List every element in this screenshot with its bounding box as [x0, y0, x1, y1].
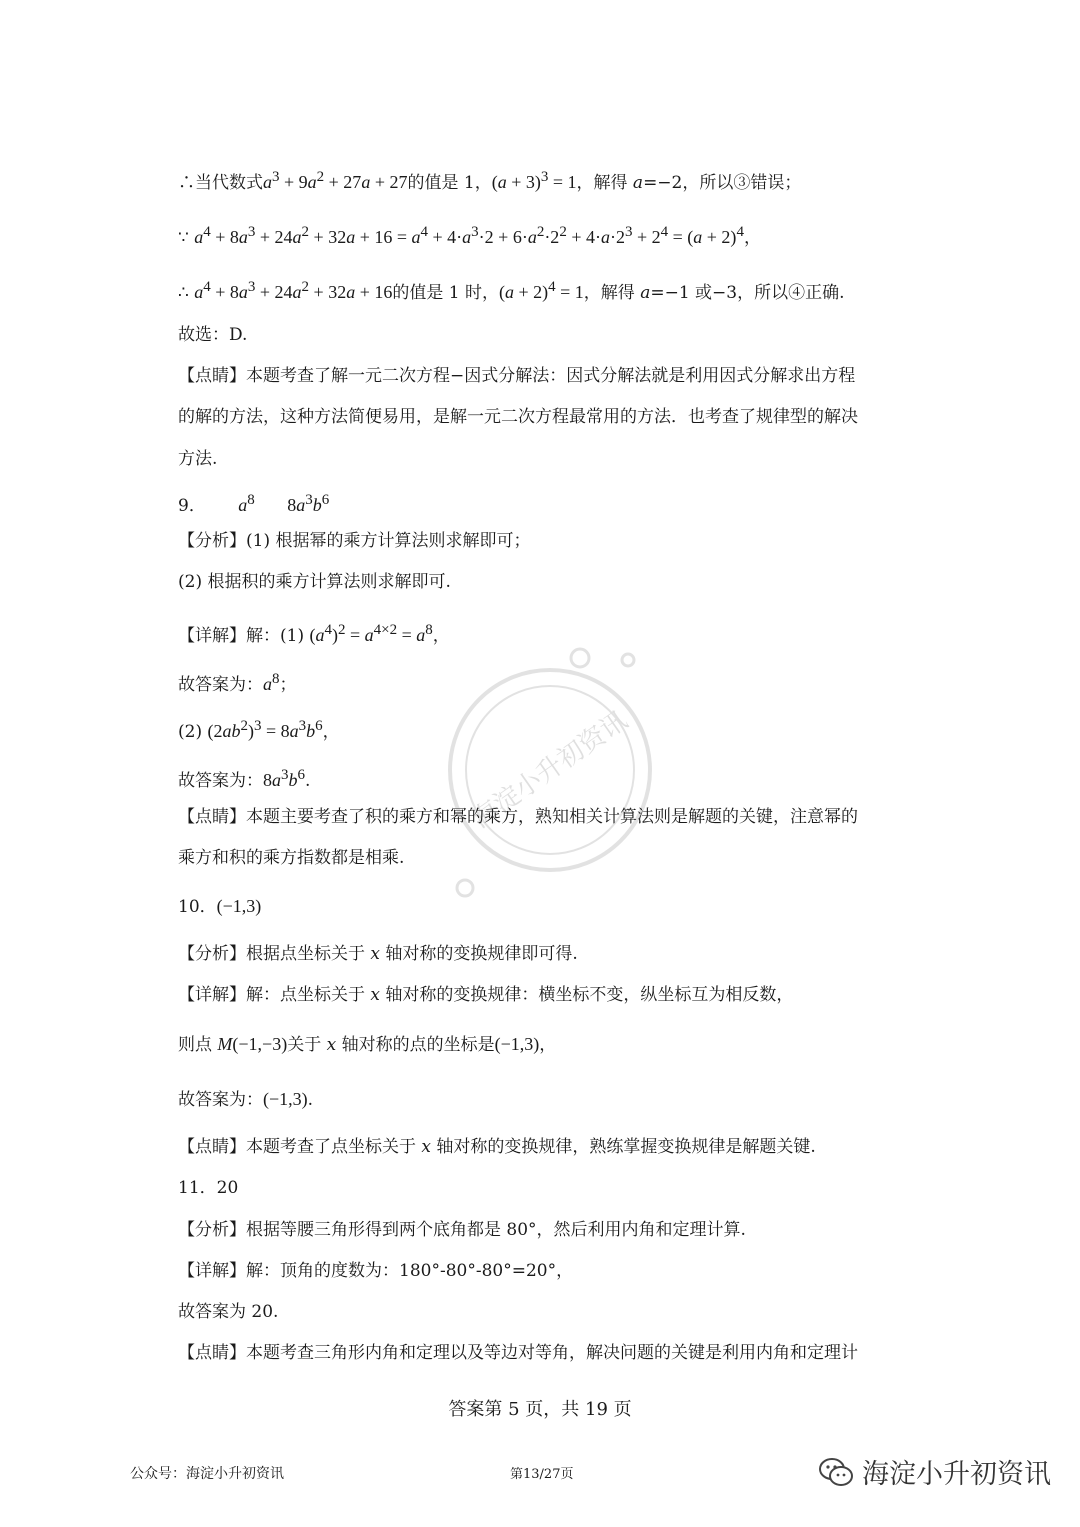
- brand-logo: [818, 1452, 1051, 1491]
- public-account-label: 公众号：海淀小升初资讯: [130, 1466, 284, 1482]
- text-line-7: 方法.: [178, 449, 218, 469]
- text-line-25: 【详解】解：顶角的度数为：180°-80°-80°=20°，: [178, 1261, 574, 1281]
- text-line-18: 【分析】根据点坐标关于 x 轴对称的变换规律即可得.: [178, 944, 578, 964]
- page-number-label: 答案第 5 页，共 19 页: [448, 1399, 632, 1420]
- text-line-19: 【详解】解：点坐标关于 x 轴对称的变换规律：横坐标不变，纵坐标互为相反数，: [178, 985, 794, 1005]
- text-line-10: (2) 根据积的乘方计算法则求解即可.: [178, 572, 451, 592]
- text-line-1: ∴当代数式$a^3 + 9a^2 + 27a + 27$的值是 1，$(a + 3)^3 = 1$，解得 a=−2，所以③错误；: [178, 169, 802, 193]
- text-line-24: 【分析】根据等腰三角形得到两个底角都是 80°，然后利用内角和定理计算.: [178, 1220, 746, 1240]
- text-line-14: 故答案为：$8a^3b^6$.: [178, 767, 311, 791]
- text-line-9: 【分析】(1) 根据幂的乘方计算法则求解即可；: [178, 531, 531, 551]
- question-9-answer: 9． $a^8$ $8a^3b^6$: [178, 492, 330, 516]
- brand-name: 海淀小升初资讯: [862, 1459, 1051, 1490]
- text-line-27: 【点睛】本题考查三角形内角和定理以及等边对等角，解决问题的关键是利用内角和定理计: [178, 1343, 858, 1363]
- text-line-6: 的解的方法，这种方法简便易用，是解一元二次方程最常用的方法．也考查了规律型的解决: [178, 407, 858, 427]
- text-line-4: 故选：D.: [178, 325, 248, 345]
- question-10-answer: 10．(−1,3): [178, 896, 262, 917]
- text-line-16: 乘方和积的乘方指数都是相乘.: [178, 848, 405, 868]
- watermark-seal: [420, 640, 680, 900]
- wechat-icon: [818, 1456, 854, 1488]
- text-line-26: 故答案为 20.: [178, 1302, 279, 1322]
- text-line-21: 故答案为：(−1,3).: [178, 1089, 314, 1110]
- text-line-2: ∵ $a^4 + 8a^3 + 24a^2 + 32a + 16 = a^4 + 4\cdot a^3\cdot 2 + 6\cdot a^2\cdot 2^2 + 4\cdot a\cdot 2^3 + 2^4 = (a + 2)^4$，: [178, 224, 761, 248]
- watermark-text: 海淀小升初资讯: [466, 705, 634, 835]
- text-line-3: ∴ $a^4 + 8a^3 + 24a^2 + 32a + 16$的值是 1 时，$(a + 2)^4 = 1$，解得 a=−1 或−3，所以④正确.: [178, 279, 845, 303]
- text-line-15: 【点睛】本题主要考查了积的乘方和幂的乘方，熟知相关计算法则是解题的关键，注意幂的: [178, 807, 858, 827]
- text-line-12: 故答案为：$a^8$；: [178, 671, 297, 695]
- text-line-5: 【点睛】本题考查了解一元二次方程−因式分解法：因式分解法就是利用因式分解求出方程: [178, 366, 856, 386]
- question-11-answer: 11．20: [178, 1178, 239, 1198]
- text-line-11: 【详解】解：(1) $(a^4)^2 = a^{4\times 2} = a^8$，: [178, 622, 450, 646]
- text-line-13: (2) $(2ab^2)^3 = 8a^3b^6$，: [178, 718, 340, 742]
- text-line-22: 【点睛】本题考查了点坐标关于 x 轴对称的变换规律，熟练掌握变换规律是解题关键.: [178, 1137, 816, 1157]
- page-counter: 第13/27页: [510, 1467, 574, 1482]
- text-line-20: 则点 M(−1,−3)关于 x 轴对称的点的坐标是(−1,3)，: [178, 1034, 557, 1055]
